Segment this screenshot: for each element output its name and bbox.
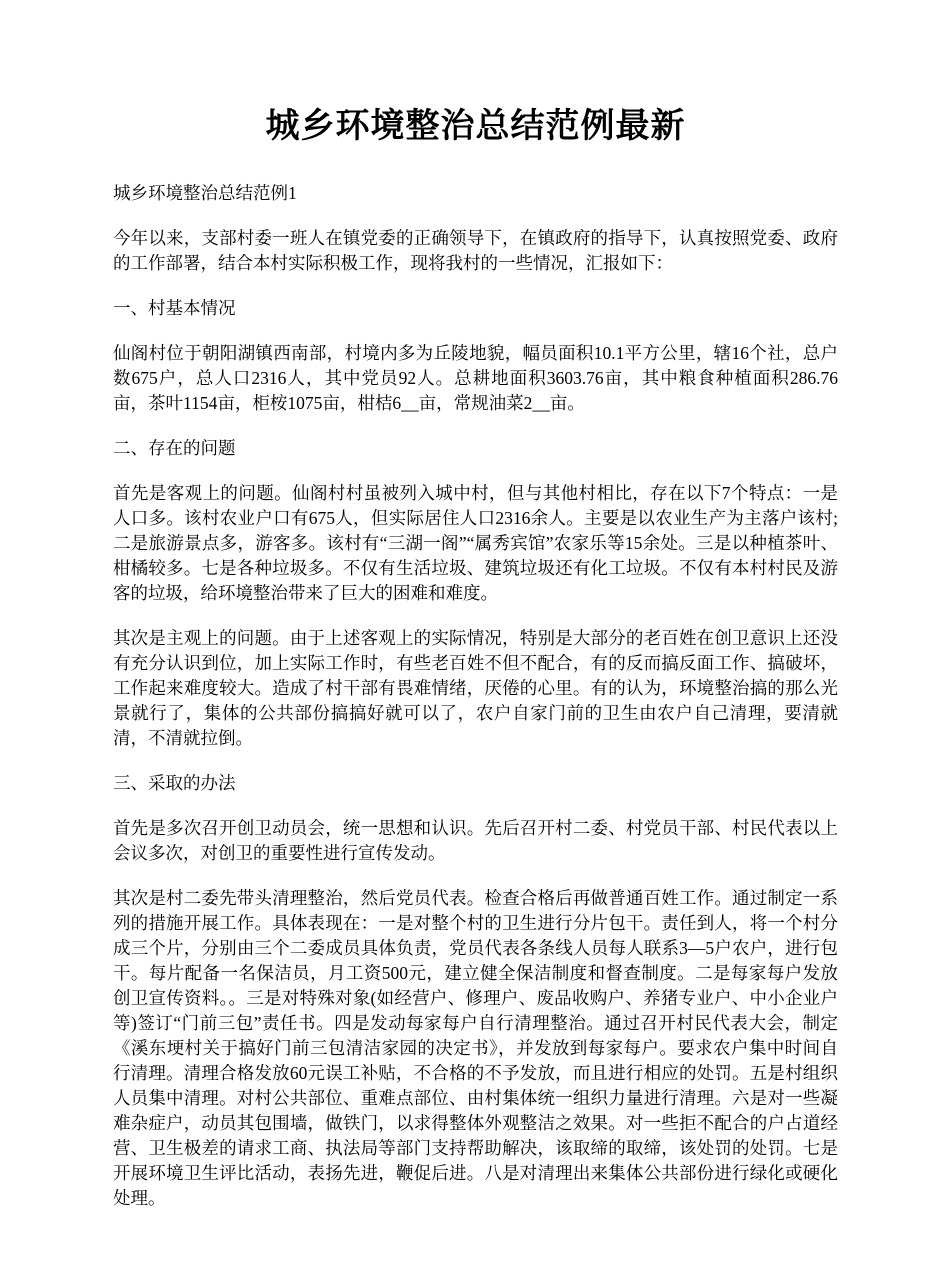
paragraph: 城乡环境整治总结范例1 <box>113 183 297 203</box>
paragraph: 仙阁村位于朝阳湖镇西南部，村境内多为丘陵地貌，幅员面积10.1平方公里，辖16个社，总户数675户，总人口2316人，其中党员92人。总耕地面积3603.76亩，其中粮食种植面积286.76亩，茶叶1154亩，柜桉1075亩，柑桔6__亩，常规油菜2__亩。 <box>113 343 838 413</box>
paragraph: 今年以来，支部村委一班人在镇党委的正确领导下，在镇政府的指导下，认真按照党委、政府的工作部署，结合本村实际积极工作，现将我村的一些情况，汇报如下： <box>113 228 838 273</box>
paragraph: 其次是主观上的问题。由于上述客观上的实际情况，特别是大部分的老百姓在创卫意识上还没有充分认识到位，加上实际工作时，有些老百姓不但不配合，有的反而搞反面工作、搞破坏，工作起来难度较大。造成了村干部有畏难情绪，厌倦的心里。有的认为，环境整治搞的那么光景就行了，集体的公共部份搞搞好就可以了，农户自家门前的卫生由农户自己清理，要清就清，不清就拉倒。 <box>113 628 838 748</box>
document-title: 城乡环境整治总结范例最新 <box>265 108 686 145</box>
paragraph: 一、村基本情况 <box>113 298 236 318</box>
document-body <box>113 181 838 1211</box>
paragraph: 其次是村二委先带头清理整治，然后党员代表。检查合格后再做普通百姓工作。通过制定一系列的措施开展工作。具体表现在：一是对整个村的卫生进行分片包干。责任到人，将一个村分成三个片，分别由三个二委成员具体负责，党员代表各条线人员每人联系3—5户农户，进行包干。每片配备一名保洁员，月工资500元，建立健全保洁制度和督查制度。二是每家每户发放创卫宣传资料。。三是对特殊对象(如经营户、修理户、废品收购户、养猪专业户、中小企业户等)签订“门前三包”责任书。四是发动每家每户自行清理整治。通过召开村民代表大会，制定《溪东埂村关于搞好门前三包清洁家园的决定书》，并发放到每家每户。要求农户集中时间自行清理。清理合格发放60元误工补贴，不合格的不予发放，而且进行相应的处罚。五是村组织人员集中清理。对村公共部位、重难点部位、由村集体统一组织力量进行清理。六是对一些凝难杂症户，动员其包围墙，做铁门，以求得整体外观整洁之效果。对一些拒不配合的户占道经营、卫生极差的请求工商、执法局等部门支持帮助解决，该取缔的取缔，该处罚的处罚。七是开展环境卫生评比活动，表扬先进，鞭促后进。八是对清理出来集体公共部份进行绿化或硬化处理。 <box>113 888 838 1208</box>
paragraph: 三、采取的办法 <box>113 773 236 793</box>
paragraph: 二、存在的问题 <box>113 438 236 458</box>
paragraph: 首先是多次召开创卫动员会，统一思想和认识。先后召开村二委、村党员干部、村民代表以上会议多次，对创卫的重要性进行宣传发动。 <box>113 818 838 863</box>
paragraph: 首先是客观上的问题。仙阁村村虽被列入城中村，但与其他村相比，存在以下7个特点：一是人口多。该村农业户口有675人，但实际居住人口2316余人。主要是以农业生产为主落户该村;二是旅游景点多，游客多。该村有“三湖一阁”“属秀宾馆”农家乐等15余处。三是以种植茶叶、柑橘较多。七是各种垃圾多。不仅有生活垃圾、建筑垃圾还有化工垃圾。不仅有本村村民及游客的垃圾，给环境整治带来了巨大的困难和难度。 <box>113 483 838 603</box>
